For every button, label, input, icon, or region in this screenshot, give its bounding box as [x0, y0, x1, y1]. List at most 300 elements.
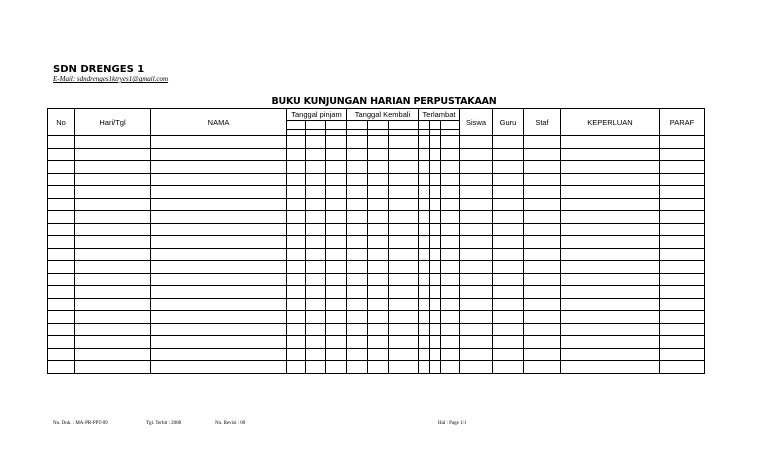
table-cell [287, 261, 306, 274]
table-cell [430, 323, 441, 336]
table-cell [287, 236, 306, 249]
table-cell [419, 286, 430, 299]
table-cell [524, 236, 561, 249]
table-row [48, 361, 705, 374]
table-cell [441, 148, 460, 161]
table-cell [460, 148, 493, 161]
table-cell [561, 336, 660, 349]
table-cell [524, 298, 561, 311]
sub-cell [347, 121, 368, 130]
table-cell [561, 286, 660, 299]
table-cell [389, 286, 419, 299]
footer-revision: No. Revisi : 00 [215, 421, 246, 426]
form-title [0, 96, 768, 107]
table-cell [419, 173, 430, 186]
table-cell [561, 248, 660, 261]
table-row [48, 211, 705, 224]
table-cell [326, 223, 347, 236]
col-header-terlambat: Terlambat [419, 109, 460, 121]
table-cell [524, 211, 561, 224]
table-cell [306, 361, 326, 374]
table-cell [660, 161, 705, 174]
table-cell [75, 273, 151, 286]
table-cell [493, 136, 524, 149]
table-cell [460, 223, 493, 236]
table-cell [430, 273, 441, 286]
table-cell [151, 311, 287, 324]
table-cell [493, 248, 524, 261]
table-cell [306, 286, 326, 299]
table-cell [660, 223, 705, 236]
table-cell [306, 273, 326, 286]
table-cell [306, 198, 326, 211]
table-cell [151, 261, 287, 274]
table-cell [524, 173, 561, 186]
table-cell [368, 336, 389, 349]
table-cell [368, 273, 389, 286]
table-cell [441, 198, 460, 211]
table-cell [287, 211, 306, 224]
table-cell [75, 361, 151, 374]
school-email: E-Mail: sdndrenges1ktryes1@gmail.com [53, 75, 169, 83]
table-cell [430, 223, 441, 236]
table-cell [287, 198, 306, 211]
table-cell [326, 248, 347, 261]
table-cell [460, 311, 493, 324]
sub-cell [368, 121, 389, 130]
table-cell [561, 311, 660, 324]
table-cell [419, 161, 430, 174]
table-cell [460, 298, 493, 311]
table-cell [347, 198, 368, 211]
table-cell [524, 136, 561, 149]
table-cell [368, 223, 389, 236]
table-cell [419, 186, 430, 199]
table-cell [460, 136, 493, 149]
table-cell [75, 298, 151, 311]
table-body [48, 136, 705, 374]
table-cell [287, 311, 306, 324]
table-cell [75, 323, 151, 336]
table-cell [441, 361, 460, 374]
table-cell [561, 186, 660, 199]
table-cell [368, 236, 389, 249]
table-cell [493, 261, 524, 274]
table-cell [524, 148, 561, 161]
table-cell [460, 198, 493, 211]
table-cell [75, 136, 151, 149]
table-cell [493, 298, 524, 311]
table-cell [524, 161, 561, 174]
table-cell [287, 348, 306, 361]
table-cell [347, 223, 368, 236]
table-cell [389, 186, 419, 199]
table-cell [460, 161, 493, 174]
table-cell [151, 223, 287, 236]
table-cell [441, 236, 460, 249]
table-cell [561, 348, 660, 361]
table-cell [660, 273, 705, 286]
table-cell [460, 361, 493, 374]
table-cell [419, 236, 430, 249]
table-cell [419, 198, 430, 211]
table-cell [441, 311, 460, 324]
table-cell [460, 248, 493, 261]
table-cell [75, 186, 151, 199]
col-header-siswa: Siswa [460, 109, 493, 136]
table-cell [389, 273, 419, 286]
sub-cell [419, 121, 430, 130]
table-cell [306, 148, 326, 161]
table-cell [441, 336, 460, 349]
table-cell [493, 336, 524, 349]
table-cell [524, 198, 561, 211]
sub-cell [326, 121, 347, 130]
table-cell [306, 261, 326, 274]
table-cell [306, 161, 326, 174]
table-row [48, 223, 705, 236]
table-row [48, 198, 705, 211]
sub-cell [441, 121, 460, 130]
table-cell [660, 248, 705, 261]
table-cell [306, 348, 326, 361]
table-cell [368, 173, 389, 186]
table-cell [368, 286, 389, 299]
table-cell [524, 323, 561, 336]
table-cell [389, 211, 419, 224]
table-row [48, 148, 705, 161]
table-cell [561, 298, 660, 311]
col-header-guru: Guru [493, 109, 524, 136]
table-cell [347, 136, 368, 149]
table-cell [660, 336, 705, 349]
table-cell [441, 273, 460, 286]
table-cell [660, 136, 705, 149]
table-cell [48, 236, 75, 249]
table-cell [287, 161, 306, 174]
table-cell [389, 298, 419, 311]
table-cell [75, 311, 151, 324]
table-cell [389, 361, 419, 374]
table-cell [326, 211, 347, 224]
table-cell [368, 198, 389, 211]
table-cell [48, 198, 75, 211]
footer-page: Hal : Page 1/1 [438, 421, 467, 426]
table-cell [660, 148, 705, 161]
sub-cell [306, 121, 326, 130]
table-row [48, 348, 705, 361]
table-cell [660, 311, 705, 324]
table-cell [347, 261, 368, 274]
col-header-staf: Staf [524, 109, 561, 136]
table-cell [75, 211, 151, 224]
table-cell [151, 198, 287, 211]
table-cell [419, 273, 430, 286]
table-cell [460, 348, 493, 361]
table-cell [151, 336, 287, 349]
table-cell [493, 323, 524, 336]
table-cell [48, 348, 75, 361]
table-cell [287, 186, 306, 199]
table-cell [368, 161, 389, 174]
table-cell [326, 261, 347, 274]
table-cell [151, 361, 287, 374]
table-cell [430, 298, 441, 311]
table-cell [419, 311, 430, 324]
table-cell [493, 148, 524, 161]
table-cell [441, 248, 460, 261]
table-cell [287, 323, 306, 336]
table-cell [48, 311, 75, 324]
table-cell [524, 311, 561, 324]
table-cell [389, 236, 419, 249]
table-cell [389, 173, 419, 186]
sub-cell [389, 121, 419, 130]
table-cell [460, 286, 493, 299]
table-row [48, 186, 705, 199]
table-cell [493, 223, 524, 236]
table-cell [660, 298, 705, 311]
table-cell [524, 361, 561, 374]
table-row [48, 173, 705, 186]
table-cell [419, 298, 430, 311]
table-cell [524, 336, 561, 349]
table-cell [151, 211, 287, 224]
table-cell [493, 361, 524, 374]
table-cell [306, 336, 326, 349]
table-cell [430, 198, 441, 211]
table-row [48, 298, 705, 311]
table-cell [419, 348, 430, 361]
table-cell [306, 211, 326, 224]
table-cell [151, 348, 287, 361]
col-header-nama: NAMA [151, 109, 287, 136]
table-cell [287, 223, 306, 236]
table-cell [48, 248, 75, 261]
table-cell [306, 173, 326, 186]
table-cell [151, 186, 287, 199]
table-cell [460, 273, 493, 286]
table-cell [660, 186, 705, 199]
table-cell [460, 211, 493, 224]
table-cell [326, 161, 347, 174]
table-cell [430, 186, 441, 199]
table-cell [441, 298, 460, 311]
table-cell [151, 286, 287, 299]
table-cell [430, 261, 441, 274]
table-cell [368, 136, 389, 149]
table-cell [389, 336, 419, 349]
table-cell [660, 361, 705, 374]
table-cell [389, 323, 419, 336]
table-row [48, 323, 705, 336]
table-cell [389, 223, 419, 236]
table-cell [561, 173, 660, 186]
table-cell [561, 236, 660, 249]
table-cell [389, 136, 419, 149]
sub-cell [430, 121, 441, 130]
table-cell [524, 223, 561, 236]
table-cell [347, 273, 368, 286]
table-cell [48, 148, 75, 161]
table-cell [561, 273, 660, 286]
table-cell [48, 223, 75, 236]
table-cell [430, 236, 441, 249]
table-cell [306, 298, 326, 311]
table-cell [347, 186, 368, 199]
table-cell [561, 136, 660, 149]
table-cell [419, 211, 430, 224]
table-cell [347, 311, 368, 324]
table-cell [561, 148, 660, 161]
table-cell [430, 211, 441, 224]
table-cell [306, 311, 326, 324]
sub-cell [287, 121, 306, 130]
table-cell [75, 348, 151, 361]
table-cell [430, 148, 441, 161]
table-cell [493, 173, 524, 186]
table-cell [419, 261, 430, 274]
school-name: SDN DRENGES 1 [53, 64, 145, 75]
table-cell [430, 348, 441, 361]
table-cell [430, 361, 441, 374]
table-cell [660, 236, 705, 249]
table-row [48, 261, 705, 274]
table-cell [419, 323, 430, 336]
table-cell [326, 361, 347, 374]
table-cell [441, 161, 460, 174]
table-cell [287, 248, 306, 261]
table-cell [419, 336, 430, 349]
table-cell [660, 173, 705, 186]
table-cell [326, 173, 347, 186]
col-header-no: No [48, 109, 75, 136]
table-row [48, 311, 705, 324]
table-cell [368, 361, 389, 374]
table-cell [524, 273, 561, 286]
table-cell [460, 236, 493, 249]
table-cell [493, 236, 524, 249]
table-cell [430, 161, 441, 174]
table-row [48, 236, 705, 249]
table-cell [561, 161, 660, 174]
table-cell [368, 211, 389, 224]
table-row [48, 248, 705, 261]
table-cell [347, 361, 368, 374]
table-cell [75, 261, 151, 274]
table-cell [389, 261, 419, 274]
table-cell [430, 248, 441, 261]
table-row [48, 336, 705, 349]
table-cell [389, 198, 419, 211]
table-cell [326, 336, 347, 349]
table-cell [430, 311, 441, 324]
table-cell [347, 148, 368, 161]
table-cell [75, 161, 151, 174]
table-cell [75, 286, 151, 299]
table-row [48, 136, 705, 149]
table-cell [287, 173, 306, 186]
table-cell [524, 348, 561, 361]
table-cell [48, 173, 75, 186]
table-cell [660, 286, 705, 299]
table-cell [430, 136, 441, 149]
table-cell [306, 248, 326, 261]
table-cell [287, 273, 306, 286]
table-cell [493, 198, 524, 211]
table-cell [460, 173, 493, 186]
table-cell [660, 211, 705, 224]
table-cell [561, 323, 660, 336]
table-cell [347, 211, 368, 224]
table-cell [419, 248, 430, 261]
table-cell [151, 161, 287, 174]
table-cell [75, 248, 151, 261]
table-cell [287, 298, 306, 311]
table-cell [347, 161, 368, 174]
table-cell [347, 336, 368, 349]
table-cell [493, 311, 524, 324]
table-cell [287, 148, 306, 161]
table-cell [441, 348, 460, 361]
table-cell [151, 148, 287, 161]
table-cell [441, 186, 460, 199]
table-cell [151, 323, 287, 336]
table-cell [419, 223, 430, 236]
table-cell [326, 136, 347, 149]
table-cell [561, 223, 660, 236]
table-cell [347, 173, 368, 186]
table-cell [48, 211, 75, 224]
table-cell [493, 161, 524, 174]
table-cell [326, 273, 347, 286]
table-cell [430, 336, 441, 349]
table-cell [561, 361, 660, 374]
table-cell [75, 173, 151, 186]
table-cell [430, 173, 441, 186]
table-cell [75, 236, 151, 249]
table-cell [306, 186, 326, 199]
table-cell [287, 361, 306, 374]
table-cell [347, 236, 368, 249]
table-cell [151, 248, 287, 261]
table-cell [389, 311, 419, 324]
table-cell [75, 223, 151, 236]
table-cell [75, 198, 151, 211]
table-cell [48, 286, 75, 299]
table-cell [561, 211, 660, 224]
table-cell [287, 336, 306, 349]
table-cell [493, 348, 524, 361]
table-cell [326, 348, 347, 361]
table-cell [441, 286, 460, 299]
table-cell [306, 136, 326, 149]
table-cell [493, 286, 524, 299]
table-cell [389, 248, 419, 261]
table-cell [368, 298, 389, 311]
table-cell [48, 361, 75, 374]
table-cell [48, 323, 75, 336]
table-cell [419, 148, 430, 161]
col-header-paraf: PARAF [660, 109, 705, 136]
table-cell [347, 323, 368, 336]
table-cell [441, 173, 460, 186]
table-cell [368, 323, 389, 336]
table-cell [347, 286, 368, 299]
table-cell [561, 261, 660, 274]
footer-doc-no: No. Dok. : MA-PR-PPT-09 [53, 421, 108, 426]
table-cell [48, 298, 75, 311]
